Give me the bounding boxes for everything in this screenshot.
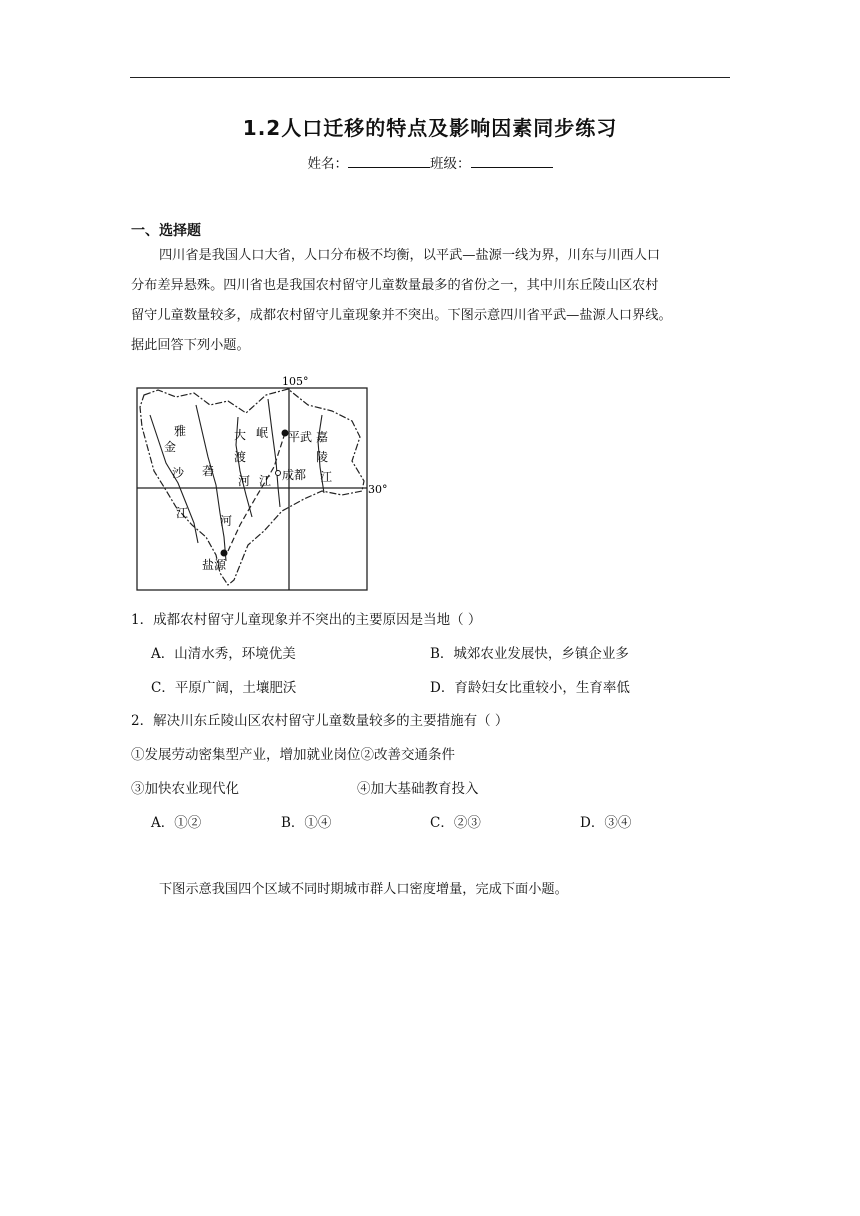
map-frame <box>137 388 367 590</box>
label-sha: 沙 <box>172 466 185 480</box>
class-blank[interactable] <box>471 155 553 168</box>
intro-line-2: 分布差异悬殊。四川省也是我国农村留守儿童数量最多的省份之一，其中川东丘陵山区农村 <box>131 278 659 293</box>
chengdu-dot <box>276 471 281 476</box>
label-du: 渡 <box>234 450 247 464</box>
q1-option-b[interactable]: B．城郊农业发展快，乡镇企业多 <box>430 646 629 662</box>
next-figure-intro: 下图示意我国四个区域不同时期城市群人口密度增量，完成下面小题。 <box>159 882 568 897</box>
section-heading: 一、选择题 <box>131 223 201 239</box>
label-ling: 陵 <box>316 450 329 464</box>
page-title: 1.2人口迁移的特点及影响因素同步练习 <box>242 116 618 140</box>
top-rule <box>130 77 730 78</box>
label-he2: 河 <box>238 474 251 488</box>
q2-option-a[interactable]: A．①② <box>151 815 202 831</box>
label-jiang2: 江 <box>259 474 272 488</box>
intro-line-1: 四川省是我国人口大省，人口分布极不均衡，以平武—盐源一线为界，川东与川西人口 <box>159 248 661 263</box>
label-long: 砻 <box>202 464 215 478</box>
q2-option-c[interactable]: C．②③ <box>430 815 481 831</box>
q1-option-c[interactable]: C．平原广阔，土壤肥沃 <box>151 680 297 696</box>
province-boundary <box>140 389 364 585</box>
label-min: 岷 <box>256 426 269 440</box>
label-jia: 嘉 <box>316 430 329 444</box>
label-pingwu: 平武 <box>288 430 313 444</box>
yalong-river <box>196 405 226 561</box>
student-info <box>0 152 860 172</box>
label-ya: 雅 <box>174 424 187 438</box>
sichuan-map <box>136 375 396 595</box>
label-jiang3: 江 <box>320 470 333 484</box>
q1-option-a[interactable]: A．山清水秀，环境优美 <box>151 646 296 662</box>
name-blank[interactable] <box>348 155 430 168</box>
label-da: 大 <box>234 428 247 442</box>
intro-line-4: 据此回答下列小题。 <box>131 338 250 353</box>
q2-option-b[interactable]: B．①④ <box>281 815 332 831</box>
q1-stem: 1．成都农村留守儿童现象并不突出的主要原因是当地（ ） <box>131 612 482 628</box>
q2-statement-4: ④加大基础教育投入 <box>357 781 479 797</box>
lat-label: 30° <box>368 483 388 496</box>
label-jin: 金 <box>164 440 177 454</box>
yanyuan-dot <box>221 550 228 557</box>
q2-option-d[interactable]: D．③④ <box>580 815 632 831</box>
label-yanyuan: 盐源 <box>202 558 227 572</box>
q2-statement-3: ③加快农业现代化 <box>131 781 239 797</box>
label-jiang1: 江 <box>176 506 189 520</box>
q2-statements-1-2: ①发展劳动密集型产业，增加就业岗位②改善交通条件 <box>131 747 455 763</box>
class-label: 班级： <box>430 156 471 172</box>
label-he1: 河 <box>220 514 233 528</box>
name-label: 姓名： <box>307 156 348 172</box>
intro-line-3: 留守儿童数量较多，成都农村留守儿童现象并不突出。下图示意四川省平武—盐源人口界线。 <box>131 308 672 323</box>
lon-label: 105° <box>282 375 309 388</box>
q2-stem: 2．解决川东丘陵山区农村留守儿童数量较多的主要措施有（ ） <box>131 713 509 729</box>
q1-option-d[interactable]: D．育龄妇女比重较小，生育率低 <box>430 680 630 696</box>
label-chengdu: 成都 <box>282 468 307 482</box>
